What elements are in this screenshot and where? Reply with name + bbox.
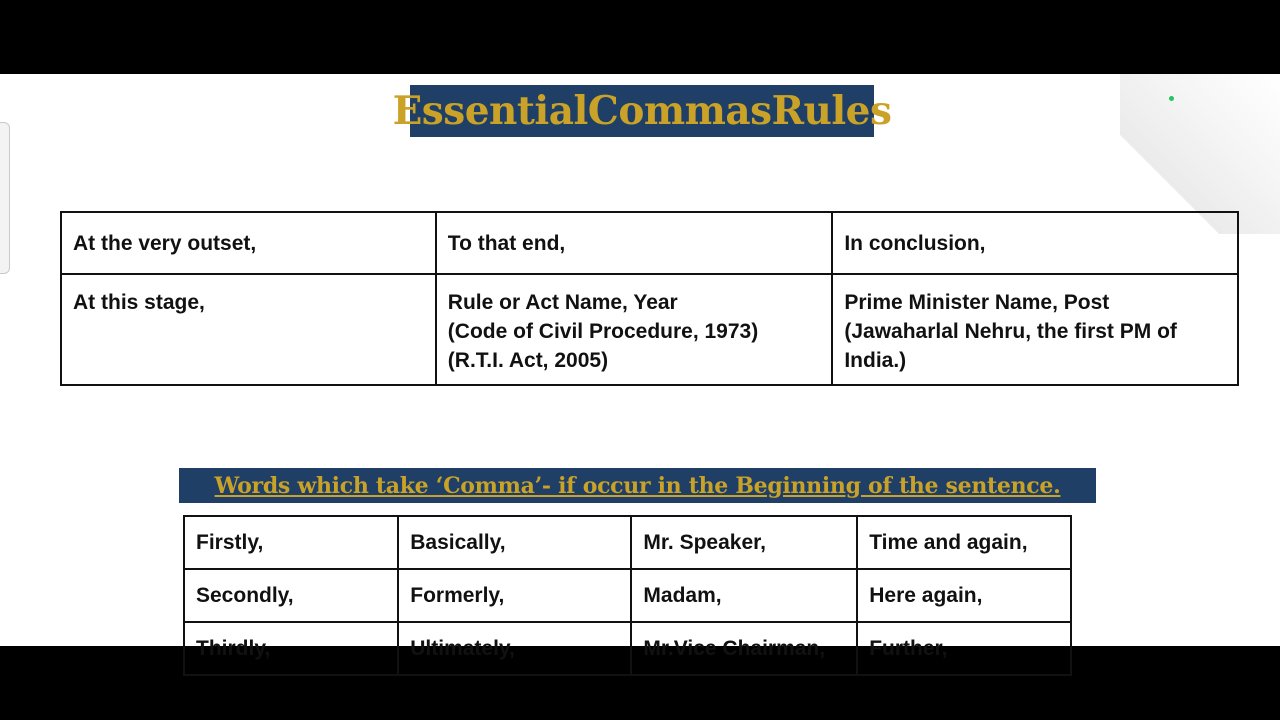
table-cell (436, 212, 833, 274)
cell-text: (R.T.I. Act, 2005) (447, 349, 609, 372)
cell-text: At this stage, (73, 291, 205, 314)
table-cell (61, 274, 436, 385)
side-panel-handle[interactable] (0, 122, 10, 274)
subtitle-banner (179, 468, 1096, 503)
comma-words-table (183, 515, 1072, 676)
table-cell: Mr. Speaker, (631, 516, 857, 569)
cell-text: Rule or Act Name, Year (447, 291, 678, 314)
status-dot-icon (1169, 96, 1174, 101)
cell-text: At the very outset, (73, 232, 257, 255)
section-subtitle: Words which take ‘Comma’- if occur in the Beginning of the sentence. (214, 472, 1061, 499)
comma-rules-table (60, 211, 1239, 386)
table-cell (832, 274, 1238, 385)
table-cell: Ultimately, (398, 622, 631, 675)
table-cell: Thirdly, (184, 622, 398, 675)
page-title: EssentialCommasRules (392, 88, 892, 134)
cell-text: Prime Minister Name, Post (844, 291, 1110, 314)
table-cell (61, 212, 436, 274)
cell-text: (Jawaharlal Nehru, the first PM of (844, 320, 1177, 343)
table-cell: Mr.Vice Chairman, (631, 622, 857, 675)
table-cell: Here again, (857, 569, 1071, 622)
table-row (61, 274, 1238, 385)
slide-page (0, 74, 1280, 660)
table-cell: Time and again, (857, 516, 1071, 569)
title-banner (392, 85, 892, 137)
table-cell: Further, (857, 622, 1071, 675)
table-row (61, 212, 1238, 274)
cell-text: (Code of Civil Procedure, 1973) (447, 320, 759, 343)
cell-text: In conclusion, (844, 232, 986, 255)
table-row (184, 622, 1071, 675)
table-cell (436, 274, 833, 385)
table-cell: Basically, (398, 516, 631, 569)
table-cell: Madam, (631, 569, 857, 622)
table-cell (832, 212, 1238, 274)
cell-text: India.) (844, 349, 907, 372)
cell-text: To that end, (447, 232, 566, 255)
table-cell: Secondly, (184, 569, 398, 622)
table-cell: Formerly, (398, 569, 631, 622)
table-row (184, 569, 1071, 622)
table-cell: Firstly, (184, 516, 398, 569)
table-row (184, 516, 1071, 569)
